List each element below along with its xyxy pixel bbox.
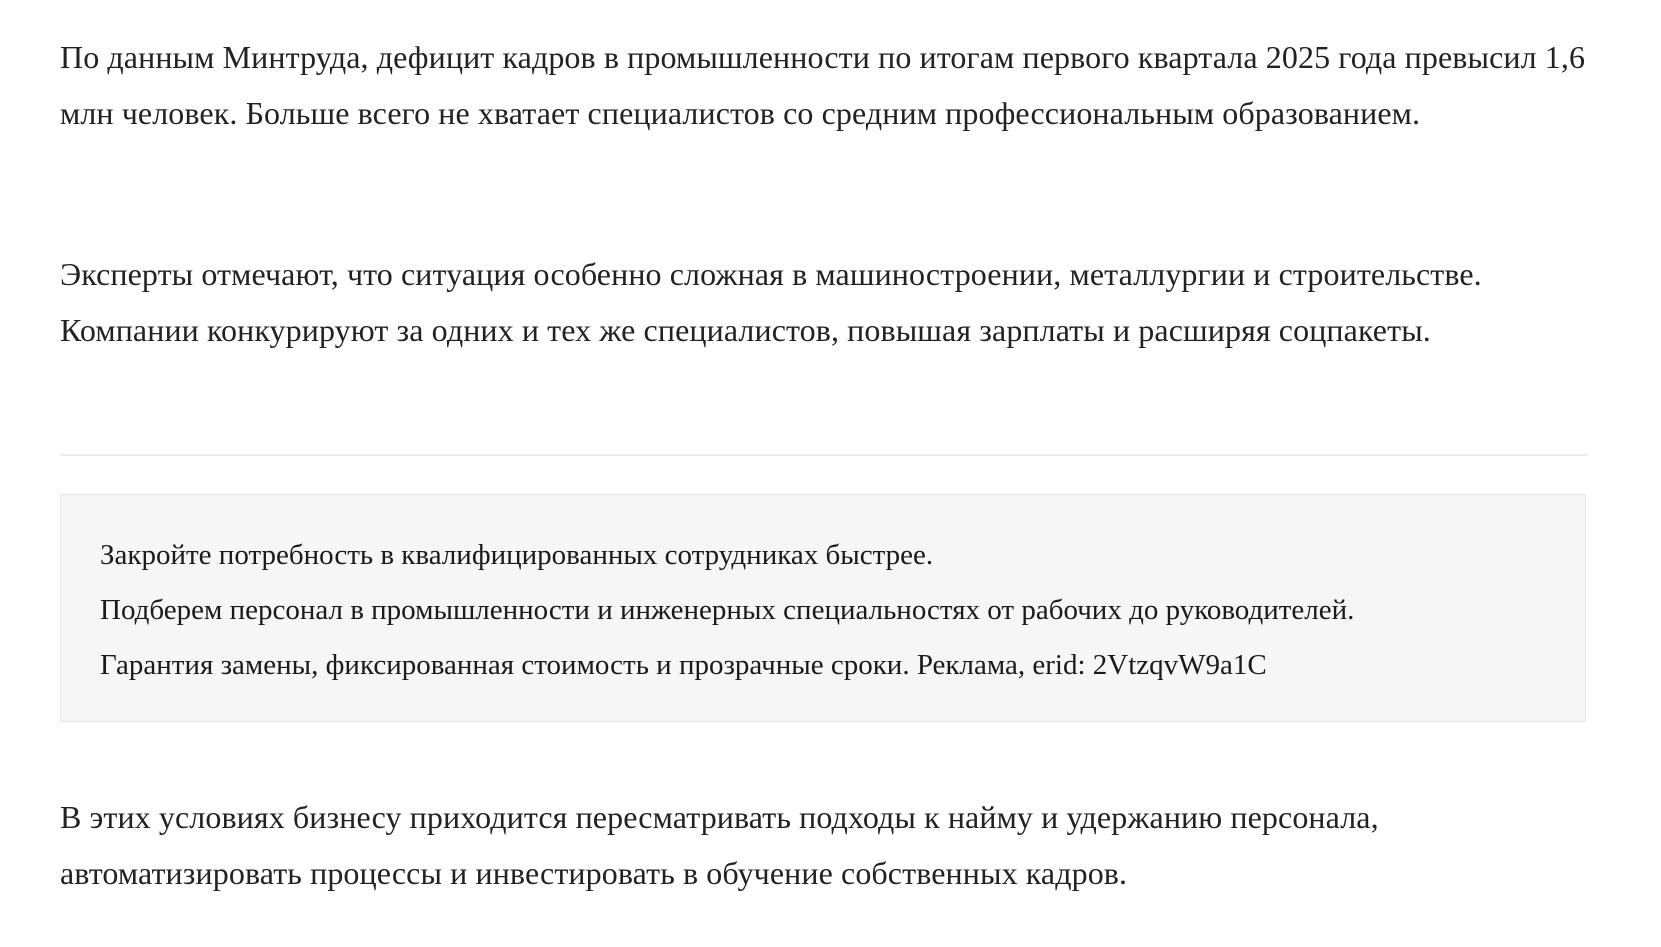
paragraph-labor-shortage: По данным Минтруда, дефицит кадров в промышленности по итогам первого квартала 2025 года превысил 1,6 млн человек. Больше всего не хватает специалистов со средним профессиональным образованием. bbox=[60, 39, 1586, 131]
ad-description: Подберем персонал в промышленности и инженерных специальностях от рабочих до руководителей. bbox=[100, 594, 1355, 626]
ad-headline: Закройте потребность в квалифицированных сотрудниках быстрее. bbox=[100, 539, 934, 571]
paragraph-expert-opinion: Эксперты отмечают, что ситуация особенно сложная в машиностроении, металлургии и строительстве. Компании конкурируют за одних и тех же специалистов, повышая зарплаты и расширяя соцпакеты. bbox=[60, 256, 1482, 348]
ad-disclaimer: Гарантия замены, фиксированная стоимость и прозрачные сроки. Реклама, erid: 2VtzqvW9a1C bbox=[100, 649, 1267, 681]
paragraph-business-response: В этих условиях бизнесу приходится пересматривать подходы к найму и удержанию персонала, автоматизировать процессы и инвестировать в обучение собственных кадров. bbox=[60, 799, 1379, 891]
advertisement-block[interactable] bbox=[60, 494, 1586, 722]
section-divider bbox=[60, 454, 1588, 456]
